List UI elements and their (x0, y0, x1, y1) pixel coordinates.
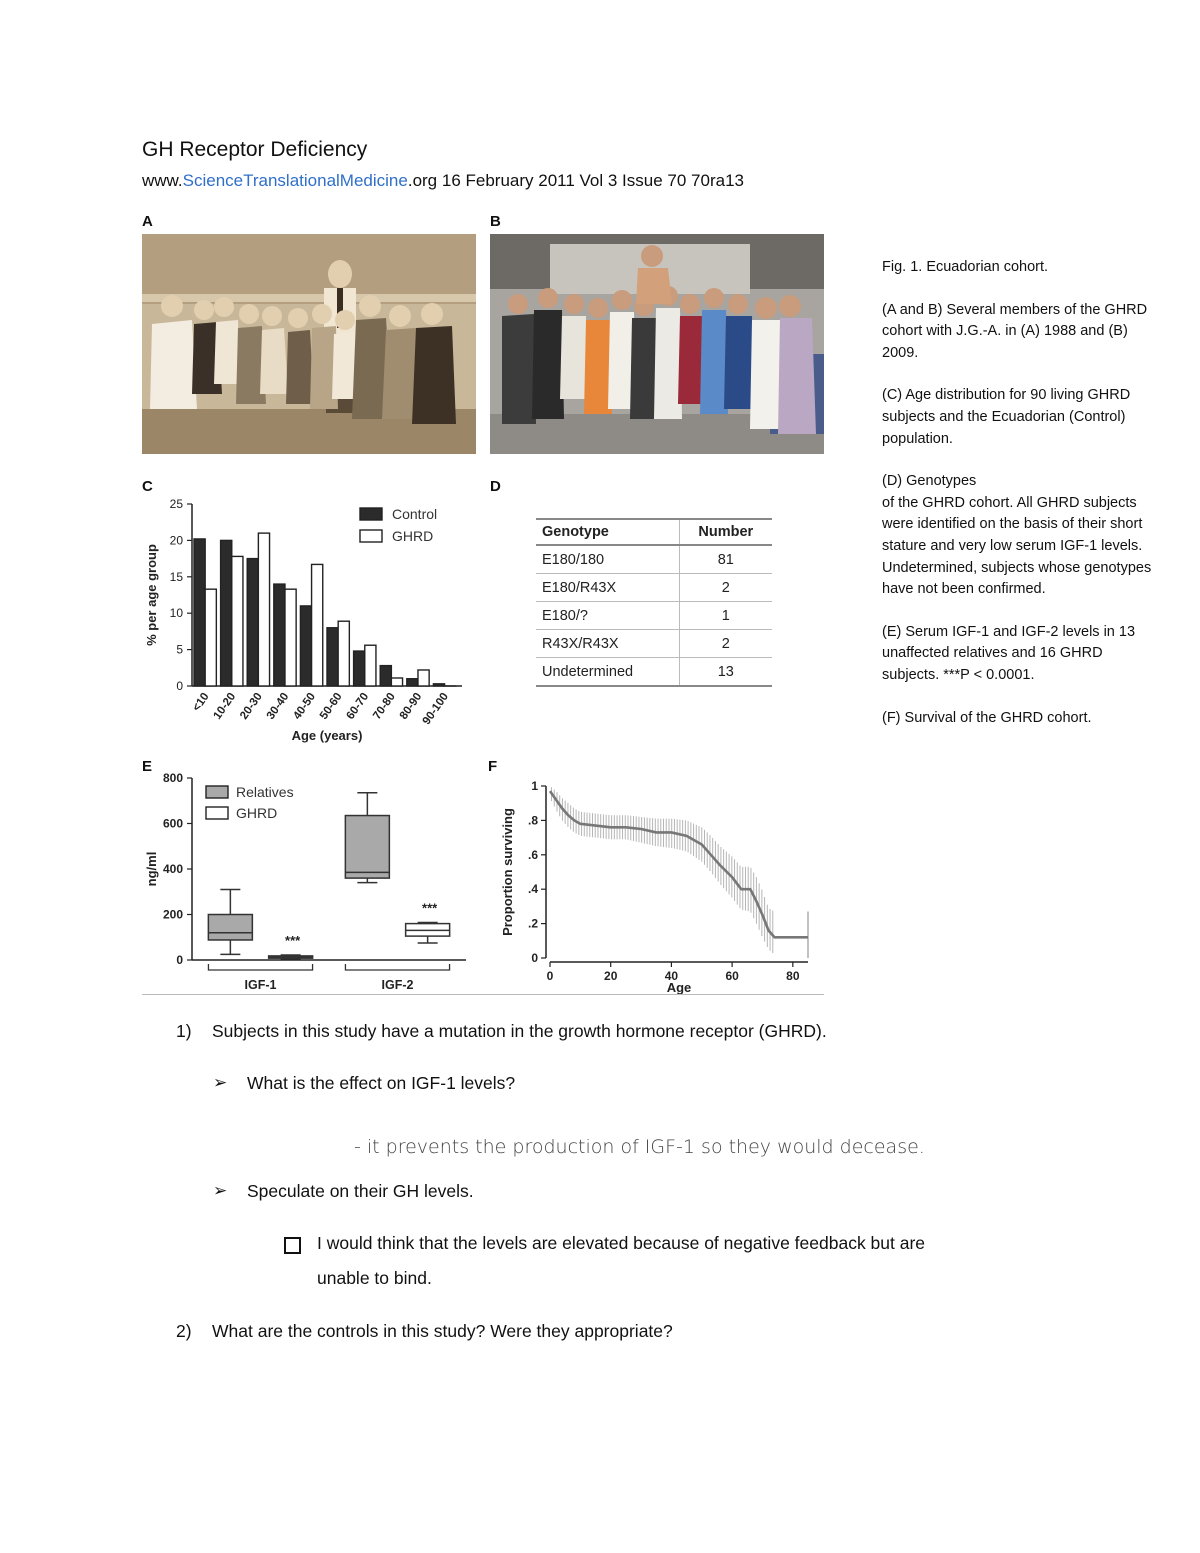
x-tick-label: 10-20 (211, 690, 239, 722)
answer-1b-line-1[interactable]: I would think that the levels are elevated because of negative feedback but are (317, 1233, 926, 1253)
panel-label-d: D (490, 478, 501, 495)
panel-label-c: C (142, 478, 153, 495)
y-tick-label: 800 (162, 771, 183, 785)
group-bracket (208, 964, 312, 970)
table-row (536, 545, 772, 574)
panel-label-a: A (142, 213, 153, 230)
bar-ghrd (312, 564, 323, 686)
significance-mark: *** (422, 900, 438, 916)
bar-control (380, 666, 391, 686)
y-tick-label: 0 (176, 679, 183, 693)
caption-ab: (A and B) Several members of the GHRD cohort with J.G.-A. in (A) 1988 and (B) 2009. (882, 301, 1148, 361)
checkbox-bullet-icon (284, 1237, 301, 1254)
bar-ghrd (232, 556, 243, 686)
bar-ghrd (205, 589, 216, 686)
genotype-cell: E180/R43X (536, 574, 679, 602)
box-relatives-igf-1 (208, 915, 252, 940)
number-cell: 2 (679, 574, 772, 602)
number-cell: 13 (679, 658, 772, 687)
legend-swatch-ghrd (360, 530, 382, 542)
genotype-cell: E180/180 (536, 545, 679, 574)
x-tick-label: 30-40 (264, 690, 292, 722)
igf-levels-boxplot (142, 766, 472, 994)
y-axis-label: Proportion surviving (500, 808, 515, 936)
photo-cohort-1988 (142, 234, 476, 454)
x-tick-label: 60 (725, 969, 739, 983)
survival-curve-chart (492, 772, 824, 994)
legend-swatch-ghrd (206, 807, 228, 819)
bar-control (194, 539, 205, 686)
legend-label-relatives: Relatives (236, 784, 294, 800)
x-tick-label: 20 (604, 969, 618, 983)
table-row (536, 602, 772, 630)
y-tick-label: 5 (176, 642, 183, 657)
number-column-header: Number (679, 519, 772, 545)
genotype-table (536, 518, 772, 687)
x-tick-label: 40 (664, 969, 679, 983)
question-1a-text: What is the effect on IGF-1 levels? (247, 1073, 516, 1093)
caption-e: (E) Serum IGF-1 and IGF-2 levels in 13 unaffected relatives and 16 GHRD subjects. ***P < 0.0001. (882, 623, 1136, 683)
y-tick-label: 0 (176, 953, 183, 967)
caption-f: (F) Survival of the GHRD cohort. (882, 709, 1092, 726)
y-axis-label: ng/ml (144, 851, 159, 887)
caption-d: of the GHRD cohort. All GHRD subjects were identified on the basis of their short stature and very low serum IGF-1 levels. Undetermined, subjects whose genotypes have not been confirmed. (882, 494, 1152, 598)
panel-label-f: F (488, 758, 498, 775)
legend-swatch-relatives (206, 786, 228, 798)
x-tick-label: 50-60 (317, 690, 345, 722)
box-relatives-igf-2 (345, 816, 389, 879)
caption-c: (C) Age distribution for 90 living GHRD subjects and the Ecuadorian (Control) population. (882, 387, 1131, 447)
bar-control (221, 540, 232, 686)
figure-divider (142, 994, 824, 995)
bar-ghrd (338, 621, 349, 686)
bar-control (327, 628, 338, 686)
x-tick-label: 60-70 (344, 690, 372, 722)
x-tick-label: 70-80 (371, 690, 398, 722)
genotype-cell: Undetermined (536, 658, 679, 687)
bar-ghrd (285, 589, 296, 686)
significance-mark: *** (285, 932, 301, 948)
arrow-bullet-icon: ➢ (213, 1181, 228, 1200)
group-bracket (345, 964, 449, 970)
bar-ghrd (391, 678, 402, 686)
answer-1a-text[interactable]: - it prevents the production of IGF-1 so they would decease. (354, 1136, 925, 1158)
answer-1b-line-2[interactable]: unable to bind. (317, 1268, 432, 1288)
question-1-number: 1) (176, 1021, 192, 1041)
figure-caption (882, 257, 1162, 750)
question-1b-text: Speculate on their GH levels. (247, 1181, 474, 1201)
legend-swatch-control (360, 508, 382, 520)
bar-control (274, 584, 285, 686)
document-title: GH Receptor Deficiency (142, 138, 368, 161)
y-tick-label: 15 (169, 569, 183, 584)
genotype-column-header: Genotype (536, 519, 679, 545)
survival-line (550, 791, 808, 937)
group-label: IGF-2 (381, 978, 414, 992)
y-tick-label: 10 (169, 606, 183, 621)
caption-d-heading: (D) Genotypes (882, 473, 977, 490)
table-row (536, 574, 772, 602)
genotype-cell: R43X/R43X (536, 630, 679, 658)
genotype-cell: E180/? (536, 602, 679, 630)
y-tick-label: 400 (162, 862, 183, 876)
y-axis-label: % per age group (144, 544, 159, 646)
x-tick-label: 0 (546, 969, 554, 983)
question-2-text: What are the controls in this study? Were they appropriate? (212, 1321, 673, 1341)
legend-label-ghrd: GHRD (392, 528, 434, 544)
panel-label-e: E (142, 758, 153, 775)
y-tick-label: .8 (527, 813, 538, 828)
x-tick-label: 90-100 (420, 690, 452, 728)
citation-suffix: .org 16 February 2011 Vol 3 Issue 70 70ra13 (407, 171, 744, 190)
citation-prefix: www. (142, 171, 183, 190)
photo-cohort-2009 (490, 234, 824, 454)
number-cell: 1 (679, 602, 772, 630)
y-tick-label: .6 (527, 847, 538, 862)
y-tick-label: .2 (527, 916, 538, 931)
age-distribution-chart (142, 490, 472, 752)
question-2-number: 2) (176, 1321, 192, 1341)
arrow-bullet-icon: ➢ (213, 1073, 228, 1092)
bar-ghrd (258, 533, 269, 686)
y-tick-label: 1 (531, 779, 538, 793)
bar-ghrd (365, 645, 376, 686)
x-tick-label: 80-90 (397, 690, 425, 722)
bar-ghrd (418, 670, 429, 686)
table-row (536, 630, 772, 658)
bar-control (354, 651, 365, 686)
panel-label-b: B (490, 213, 501, 230)
table-row (536, 658, 772, 687)
y-tick-label: .4 (527, 882, 538, 897)
journal-link[interactable]: ScienceTranslationalMedicine (182, 171, 408, 190)
y-tick-label: 20 (169, 533, 183, 548)
caption-fig-title: Fig. 1. Ecuadorian cohort. (882, 259, 1049, 275)
x-tick-label: 20-30 (238, 690, 265, 722)
bar-control (247, 559, 258, 686)
number-cell: 2 (679, 630, 772, 658)
x-tick-label: <10 (190, 690, 212, 714)
question-1-text: Subjects in this study have a mutation in the growth hormone receptor (GHRD). (212, 1021, 827, 1041)
number-cell: 81 (679, 545, 772, 574)
y-tick-label: 25 (169, 497, 183, 511)
x-tick-label: 40-50 (291, 690, 319, 722)
group-label: IGF-1 (244, 978, 277, 992)
legend-label-control: Control (392, 506, 438, 522)
bar-control (407, 679, 418, 686)
bar-control (300, 606, 311, 686)
y-tick-label: 600 (162, 816, 183, 831)
x-axis-label: Age (666, 980, 692, 994)
x-axis-label: Age (years) (291, 728, 363, 743)
y-tick-label: 0 (531, 951, 538, 965)
citation-line (142, 171, 744, 191)
legend-label-ghrd: GHRD (236, 805, 278, 821)
x-tick-label: 80 (786, 969, 800, 983)
y-tick-label: 200 (162, 907, 183, 922)
bar-control (433, 684, 444, 686)
